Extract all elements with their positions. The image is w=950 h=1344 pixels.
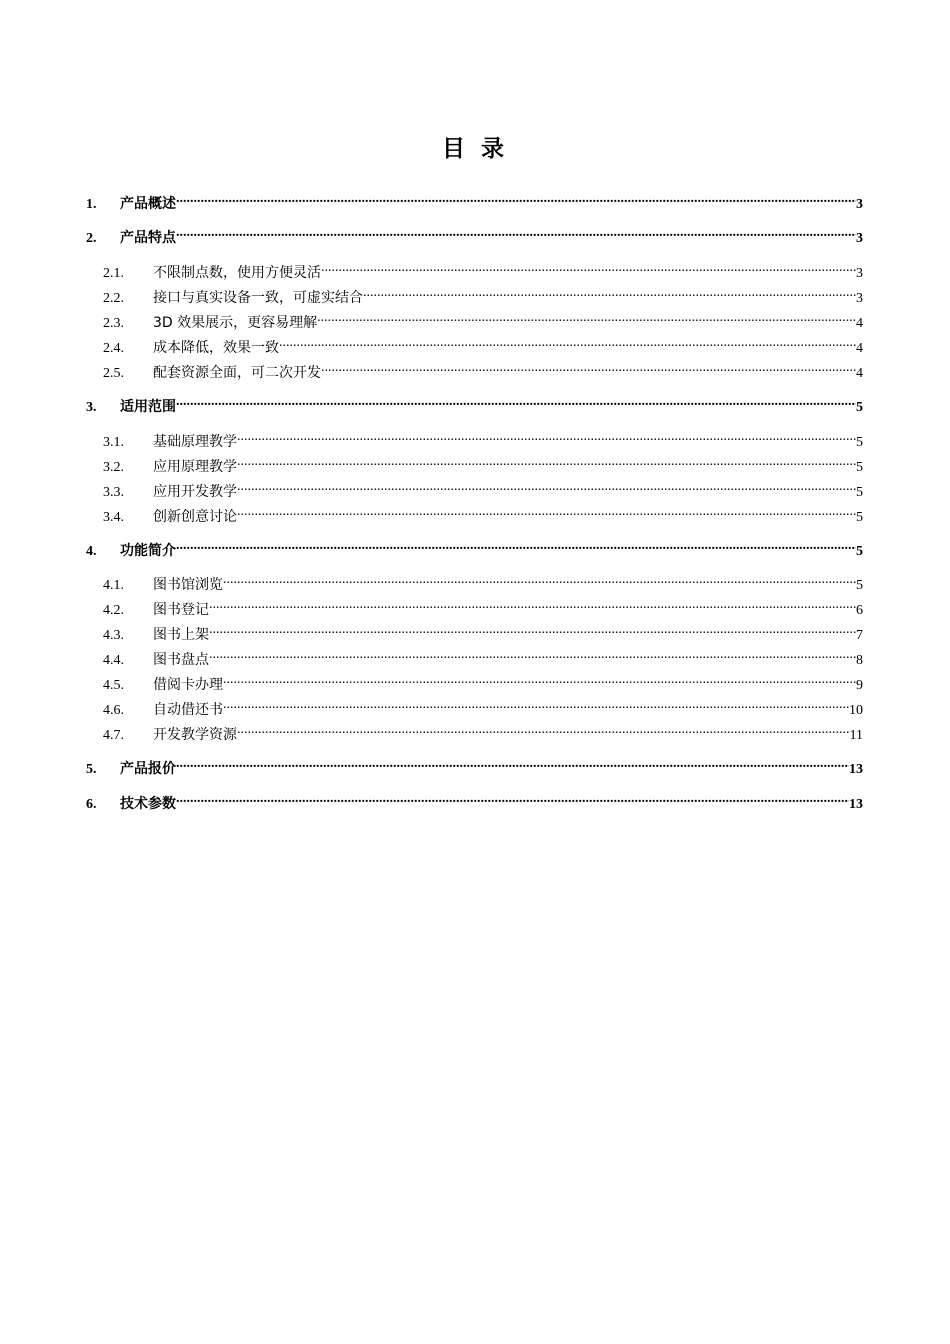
toc-entry-label: 不限制点数，使用方便灵活 [153, 265, 321, 281]
toc-entry-page: 13 [849, 762, 863, 777]
toc-entry-page: 5 [856, 460, 863, 475]
toc-entry-page: 4 [856, 341, 863, 356]
toc-entry-number: 4.2. [103, 603, 124, 618]
toc-entry-label: 图书盘点 [153, 652, 209, 668]
dot-leader [176, 786, 849, 808]
toc-entry-label: 产品特点 [120, 230, 176, 246]
toc-entry-page: 8 [856, 653, 863, 668]
toc-entry-number: 3.1. [103, 435, 124, 450]
toc-entry-label: 自动借还书 [153, 702, 223, 718]
toc-entry-page: 3 [856, 291, 863, 306]
toc-entry-page: 5 [856, 485, 863, 500]
toc-entry-label: 成本降低，效果一致 [153, 340, 279, 356]
toc-entry[interactable] [103, 280, 863, 306]
toc-entry-number: 1. [86, 197, 97, 212]
toc-entry-number: 4. [86, 544, 97, 559]
toc-entry-page: 5 [856, 578, 863, 593]
dot-leader [321, 355, 856, 377]
dot-leader [237, 424, 856, 446]
toc-entry[interactable] [86, 786, 863, 812]
toc-entry-label: 技术参数 [120, 796, 176, 812]
toc-entry-label: 产品概述 [120, 196, 176, 212]
toc-entry-label: 创新创意讨论 [153, 509, 237, 525]
dot-leader [237, 474, 856, 496]
toc-entry[interactable] [103, 567, 863, 593]
dot-leader [321, 255, 856, 277]
toc-entry-number: 2.1. [103, 266, 124, 281]
dot-leader [363, 280, 856, 302]
toc-entry-number: 4.4. [103, 653, 124, 668]
toc-entry-label: 图书登记 [153, 602, 209, 618]
toc-entry-label: 3D 效果展示，更容易理解 [153, 315, 318, 331]
toc-entry-page: 4 [856, 366, 863, 381]
toc-entry-label: 开发教学资源 [153, 727, 237, 743]
toc-entry[interactable] [86, 389, 863, 415]
toc-entry-number: 5. [86, 762, 97, 777]
dot-leader [176, 751, 849, 773]
dot-leader [237, 499, 856, 521]
toc-entry-page: 3 [856, 231, 863, 246]
toc-entry[interactable] [103, 692, 863, 718]
toc-entry-page: 9 [856, 678, 863, 693]
toc-entry-page: 5 [856, 400, 863, 415]
toc-entry[interactable] [103, 592, 863, 618]
toc-entry-label: 功能简介 [120, 543, 176, 559]
dot-leader [176, 220, 856, 242]
toc-entry-page: 5 [856, 435, 863, 450]
toc-entry-number: 2.3. [103, 316, 124, 331]
toc-entry[interactable] [86, 533, 863, 559]
dot-leader [237, 717, 850, 739]
toc-entry-number: 2.4. [103, 341, 124, 356]
toc-entry-page: 13 [849, 797, 863, 812]
toc-entry-label: 应用原理教学 [153, 459, 237, 475]
dot-leader [209, 642, 856, 664]
toc-entry-number: 3. [86, 400, 97, 415]
toc-entry[interactable] [103, 667, 863, 693]
dot-leader [223, 667, 856, 689]
dot-leader [176, 533, 856, 555]
toc-entry-page: 11 [849, 728, 863, 743]
toc-entry-page: 3 [856, 266, 863, 281]
toc-entry-number: 2.5. [103, 366, 124, 381]
toc-entry[interactable] [103, 355, 863, 381]
dot-leader [237, 449, 856, 471]
toc-entry-number: 6. [86, 797, 97, 812]
toc-entry[interactable] [103, 424, 863, 450]
toc-entry-label: 配套资源全面，可二次开发 [153, 365, 321, 381]
toc-entry-label: 图书馆浏览 [153, 577, 223, 593]
toc-entry-page: 5 [856, 544, 863, 559]
dot-leader [223, 692, 849, 714]
toc-entry[interactable] [103, 449, 863, 475]
toc-entry-label: 适用范围 [120, 399, 176, 415]
dot-leader [279, 330, 856, 352]
toc-entry-number: 4.7. [103, 728, 124, 743]
toc-entry-label: 借阅卡办理 [153, 677, 223, 693]
toc-entry-label: 应用开发教学 [153, 484, 237, 500]
toc-entry[interactable] [86, 220, 863, 246]
toc-entry[interactable] [103, 330, 863, 356]
toc-entry-number: 4.5. [103, 678, 124, 693]
toc-entry-number: 3.3. [103, 485, 124, 500]
dot-leader [317, 305, 856, 327]
toc-entry-number: 2.2. [103, 291, 124, 306]
dot-leader [209, 592, 856, 614]
dot-leader [176, 389, 856, 411]
toc-entry[interactable] [103, 255, 863, 281]
toc-entry-number: 3.2. [103, 460, 124, 475]
toc-entry-label: 接口与真实设备一致，可虚实结合 [153, 290, 363, 306]
toc-entry-number: 4.1. [103, 578, 124, 593]
dot-leader [223, 567, 856, 589]
toc-entry-number: 2. [86, 231, 97, 246]
toc-entry[interactable] [103, 499, 863, 525]
toc-entry[interactable] [86, 751, 863, 777]
toc-entry[interactable] [103, 474, 863, 500]
toc-title: 目 录 [441, 136, 508, 162]
toc-entry[interactable] [86, 186, 863, 212]
toc-entry[interactable] [103, 642, 863, 668]
toc-entry-page: 4 [856, 316, 863, 331]
toc-entry-page: 10 [849, 703, 863, 718]
toc-entry-page: 5 [856, 510, 863, 525]
dot-leader [209, 617, 856, 639]
toc-entry-number: 4.6. [103, 703, 124, 718]
toc-entry[interactable] [103, 305, 863, 331]
toc-entry-page: 7 [856, 628, 863, 643]
toc-entry-page: 6 [856, 603, 863, 618]
toc-entry-label: 基础原理教学 [153, 434, 237, 450]
toc-entry-label: 产品报价 [120, 761, 176, 777]
toc-entry-label: 图书上架 [153, 627, 209, 643]
toc-entry-number: 4.3. [103, 628, 124, 643]
toc-entry-page: 3 [856, 197, 863, 212]
toc-entry[interactable] [103, 617, 863, 643]
dot-leader [176, 186, 856, 208]
toc-entry[interactable] [103, 717, 863, 743]
toc-entry-number: 3.4. [103, 510, 124, 525]
